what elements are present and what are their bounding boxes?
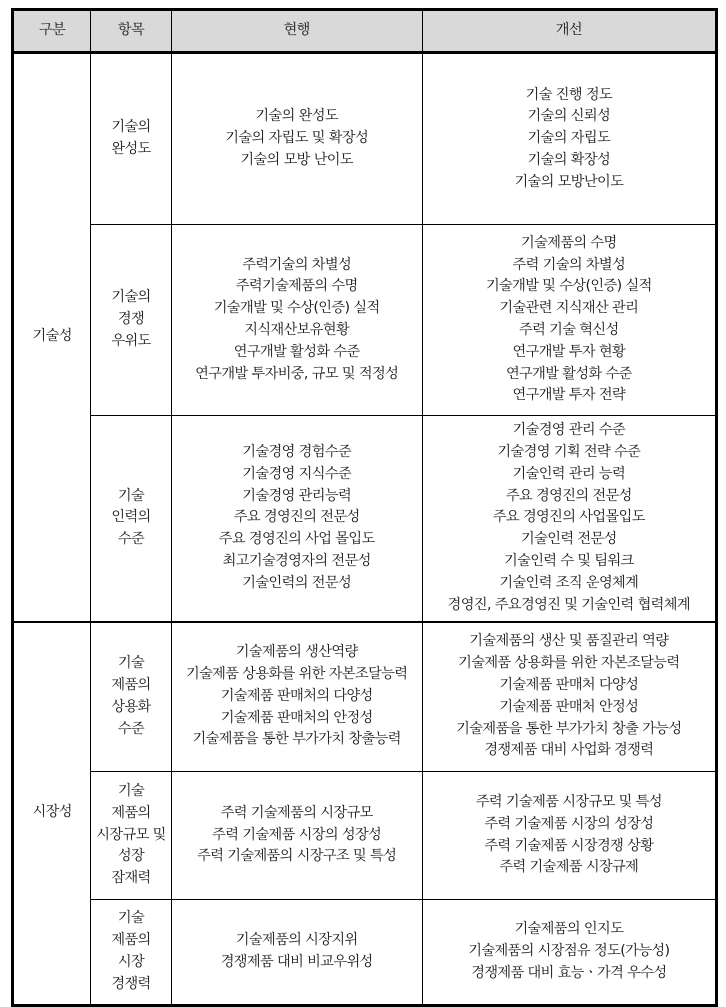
table-row — [13, 622, 717, 772]
item-cell: 기술의 완성도 — [91, 53, 171, 225]
category-cell-technology: 기술성 — [13, 53, 91, 622]
current-cell: 기술제품의 시장지위 경쟁제품 대비 비교우위성 — [171, 900, 422, 1006]
category-cell-marketability: 시장성 — [13, 622, 91, 1006]
item-cell: 기술 제품의 시장 경쟁력 — [91, 900, 171, 1006]
table-row — [13, 900, 717, 1006]
current-cell: 주력기술의 차별성 주력기술제품의 수명 기술개발 및 수상(인증) 실적 지식재산보유현황 연구개발 활성화 수준 연구개발 투자비중, 규모 및 적정성 — [171, 225, 422, 416]
table-row — [13, 225, 717, 416]
table-row — [13, 53, 717, 225]
improved-cell: 기술 진행 정도 기술의 신뢰성 기술의 자립도 기술의 확장성 기술의 모방난이도 — [422, 53, 716, 225]
improved-cell: 주력 기술제품 시장규모 및 특성 주력 기술제품 시장의 성장성 주력 기술제품 시장경쟁 상황 주력 기술제품 시장규제 — [422, 772, 716, 900]
item-cell: 기술 제품의 시장규모 및 성장 잠재력 — [91, 772, 171, 900]
improved-cell: 기술제품의 수명 주력 기술의 차별성 기술개발 및 수상(인증) 실적 기술관련 지식재산 관리 주력 기술 혁신성 연구개발 투자 현황 연구개발 활성화 수준 연구개발 투자 전략 — [422, 225, 716, 416]
current-cell: 기술경영 경험수준 기술경영 지식수준 기술경영 관리능력 주요 경영진의 전문성 주요 경영진의 사업 몰입도 최고기술경영자의 전문성 기술인력의 전문성 — [171, 416, 422, 622]
table-row — [13, 416, 717, 622]
improved-cell: 기술제품의 인지도 기술제품의 시장점유 정도(가능성) 경쟁제품 대비 효능ㆍ가격 우수성 — [422, 900, 716, 1006]
item-cell: 기술 인력의 수준 — [91, 416, 171, 622]
table-row — [13, 772, 717, 900]
header-category: 구분 — [13, 10, 91, 53]
current-cell: 기술의 완성도 기술의 자립도 및 확장성 기술의 모방 난이도 — [171, 53, 422, 225]
evaluation-criteria-table — [11, 8, 718, 1007]
header-item: 항목 — [91, 10, 171, 53]
header-improved: 개선 — [422, 10, 716, 53]
current-cell: 주력 기술제품의 시장규모 주력 기술제품 시장의 성장성 주력 기술제품의 시장구조 및 특성 — [171, 772, 422, 900]
header-row — [13, 10, 717, 53]
current-cell: 기술제품의 생산역량 기술제품 상용화를 위한 자본조달능력 기술제품 판매처의 다양성 기술제품 판매처의 안정성 기술제품을 통한 부가가치 창출능력 — [171, 622, 422, 772]
improved-cell: 기술제품의 생산 및 품질관리 역량 기술제품 상용화를 위한 자본조달능력 기술제품 판매처 다양성 기술제품 판매처 안정성 기술제품을 통한 부가가치 창출 가능성 경쟁제품 대비 사업화 경쟁력 — [422, 622, 716, 772]
item-cell: 기술의 경쟁 우위도 — [91, 225, 171, 416]
improved-cell: 기술경영 관리 수준 기술경영 기획 전략 수준 기술인력 관리 능력 주요 경영진의 전문성 주요 경영진의 사업몰입도 기술인력 전문성 기술인력 수 및 팀워크 기술인력 조직 운영체계 경영진, 주요경영진 및 기술인력 협력체계 — [422, 416, 716, 622]
item-cell: 기술 제품의 상용화 수준 — [91, 622, 171, 772]
header-current: 현행 — [171, 10, 422, 53]
